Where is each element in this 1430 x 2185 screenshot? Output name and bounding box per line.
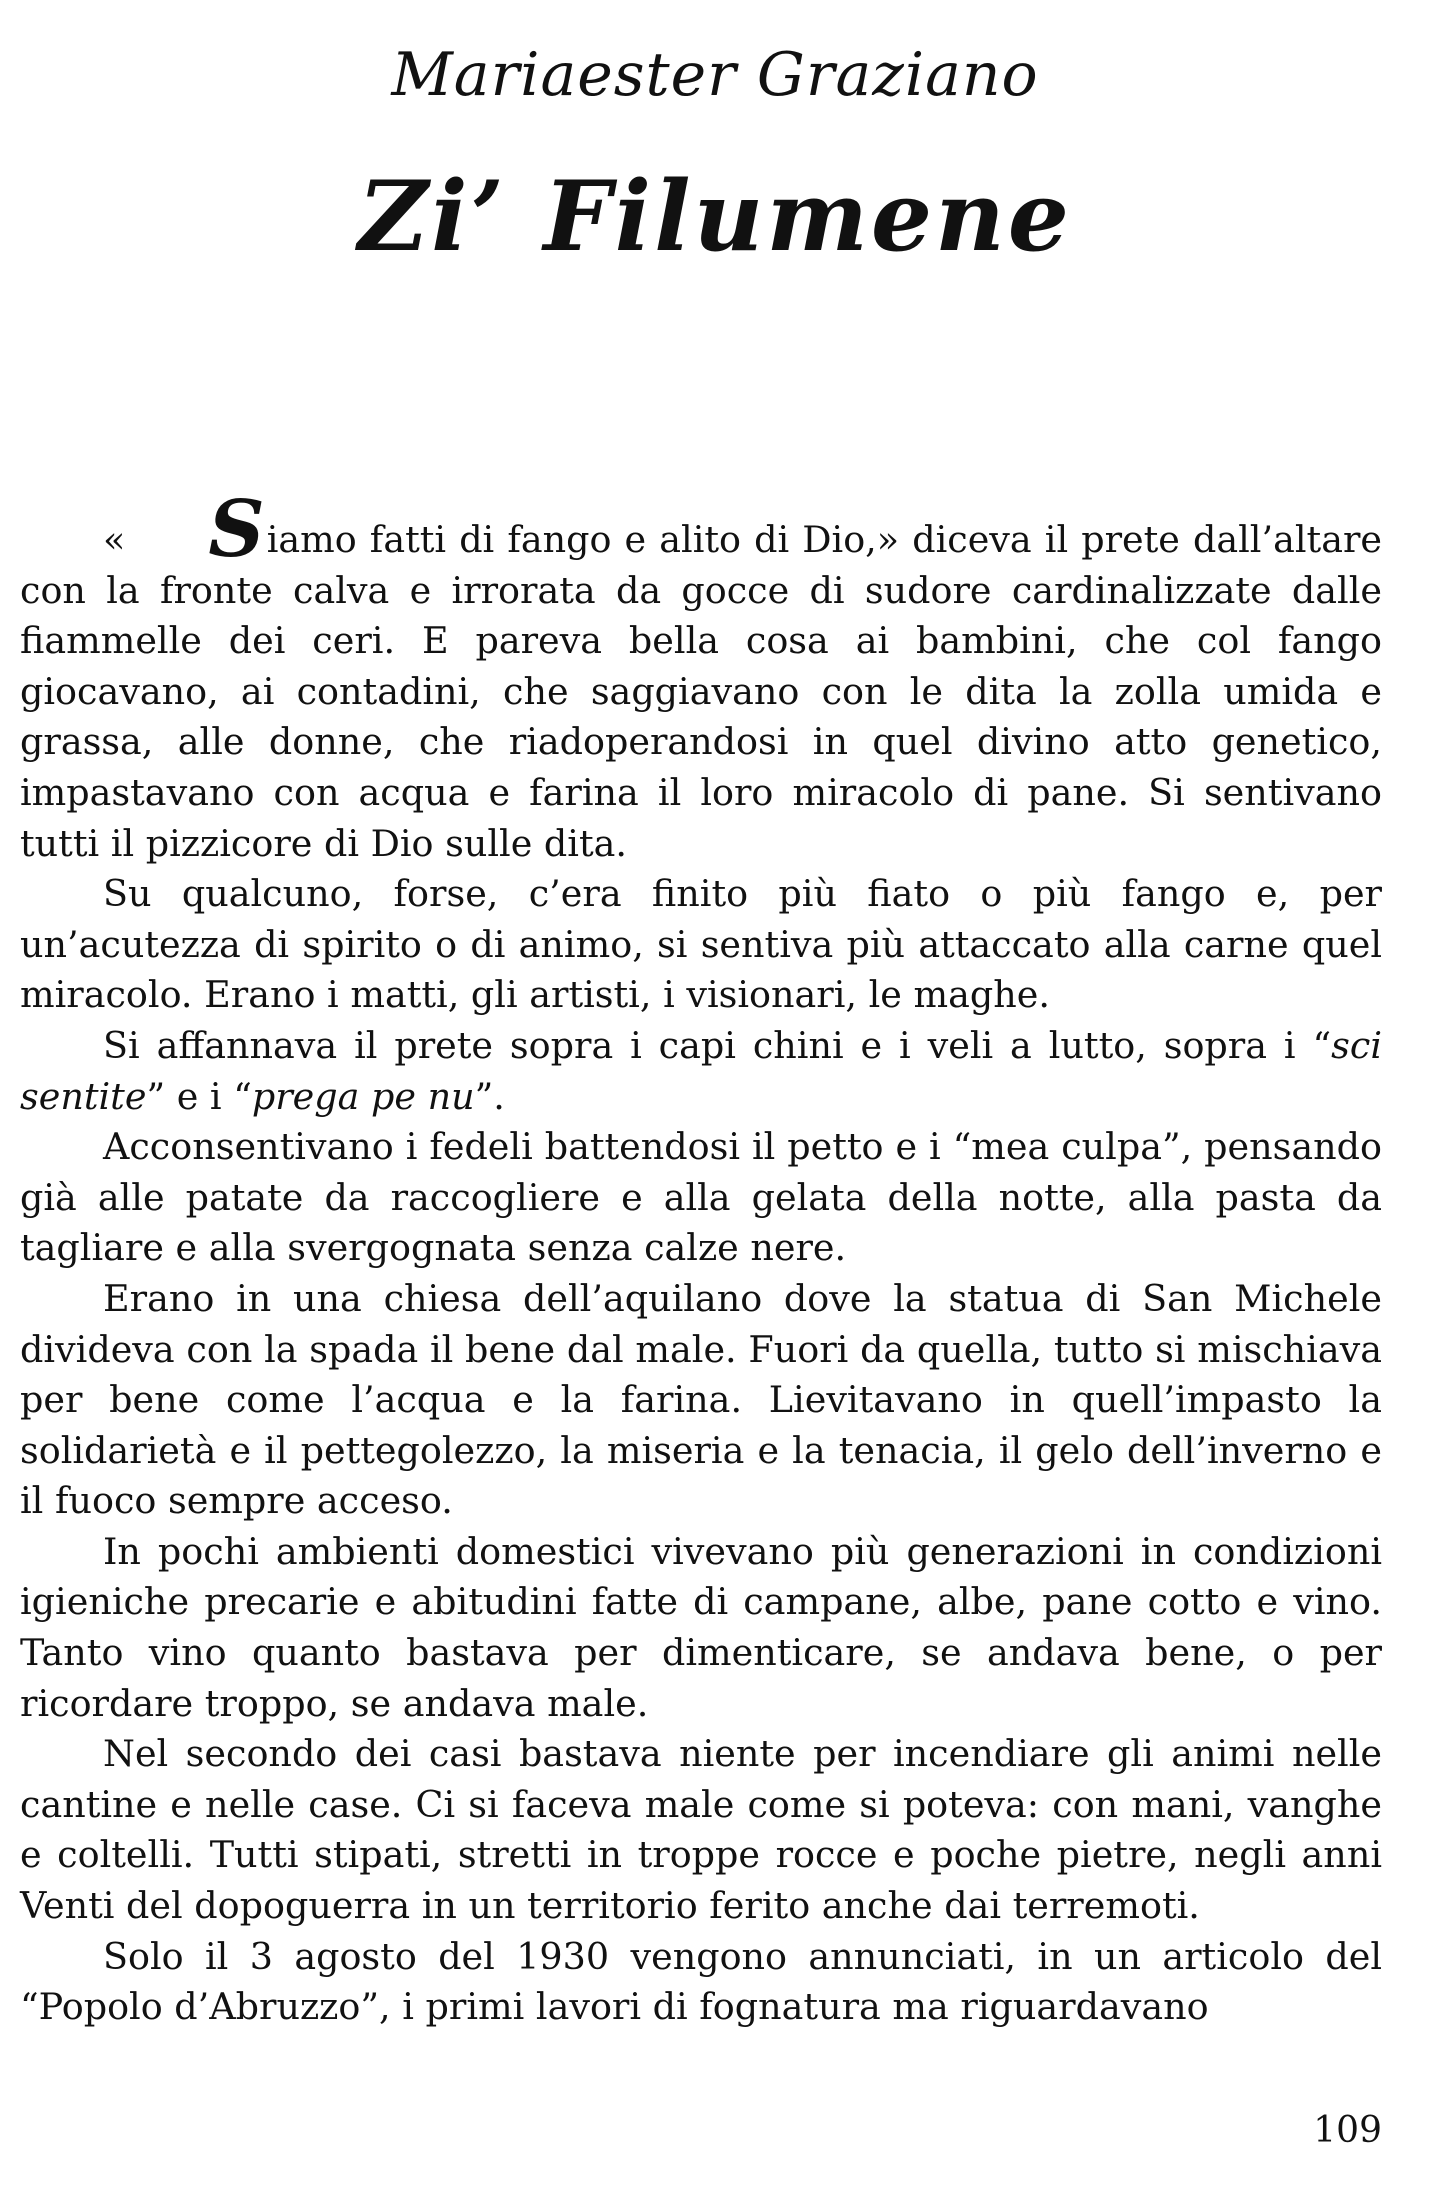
dialect-phrase: sci sentite	[20, 1023, 1382, 1118]
opening-quote: «	[103, 518, 126, 561]
body-text	[20, 484, 1382, 2033]
drop-cap: S	[208, 484, 265, 575]
paragraph: Su qualcuno, forse, c’era finito più fiato o più fango e, per un’acutezza di spirito o di animo, si sentiva più attaccato alla carne quel miracolo. Erano i matti, gli artisti, i visionari, le maghe.	[20, 872, 1382, 1017]
paragraph	[20, 1021, 1382, 1122]
paragraph: In pochi ambienti domestici vivevano più generazioni in condizioni igieniche precarie e abitudini fatte di campane, albe, pane cotto e vino. Tanto vino quanto bastava per dimenticare, se andava bene, o per ricordare troppo, se andava male.	[20, 1529, 1382, 1725]
paragraph: Nel secondo dei casi bastava niente per incendiare gli animi nelle cantine e nelle case. Ci si faceva male come si poteva: con mani, vanghe e coltelli. Tutti stipati, stretti in troppe rocce e poche pietre, negli anni Venti del dopoguerra in un territorio ferito anche dai terremoti.	[20, 1732, 1382, 1928]
page-number: 109	[1313, 2110, 1382, 2151]
paragraph: Solo il 3 agosto del 1930 vengono annunciati, in un articolo del “Popolo d’Abruzzo”, i primi lavori di fognatura ma riguardavano	[20, 1934, 1382, 2029]
paragraph	[20, 484, 1382, 869]
author-name: Mariaester Graziano	[391, 40, 1039, 110]
dialect-phrase: prega pe nu	[251, 1074, 475, 1118]
paragraph-text: Si affannava il prete sopra i capi chini e i veli a lutto, sopra i “	[103, 1023, 1332, 1067]
paragraph-text: ”.	[474, 1074, 505, 1118]
paragraph: Acconsentivano i fedeli battendosi il petto e i “mea culpa”, pensando già alle patate da raccogliere e alla gelata della notte, alla pasta da tagliare e alla svergognata senza calze nere.	[20, 1125, 1382, 1270]
paragraph: Erano in una chiesa dell’aquilano dove la statua di San Michele divideva con la spada il bene dal male. Fuori da quella, tutto si mischiava per bene come l’acqua e la farina. Lievitavano in quell’impasto la solidarietà e il pettegolezzo, la miseria e la tenacia, il gelo dell’inverno e il fuoco sempre acceso.	[20, 1276, 1382, 1523]
paragraph-text: iamo fatti di fango e alito di Dio,» diceva il prete dall’altare con la fronte calva e irrorata da gocce di sudore cardinalizzate dalle fiammelle dei ceri. E pareva bella cosa ai bambini, che col fango giocavano, ai contadini, che saggiavano con le dita la zolla umida e grassa, alle donne, che riadoperandosi in quel divino atto genetico, impastavano con acqua e farina il loro miracolo di pane. Si sentivano tutti il pizzicore di Dio sulle dita.	[20, 518, 1382, 865]
chapter-title: Zi’ Filumene	[358, 160, 1072, 273]
paragraph-text: ” e i “	[146, 1074, 252, 1118]
